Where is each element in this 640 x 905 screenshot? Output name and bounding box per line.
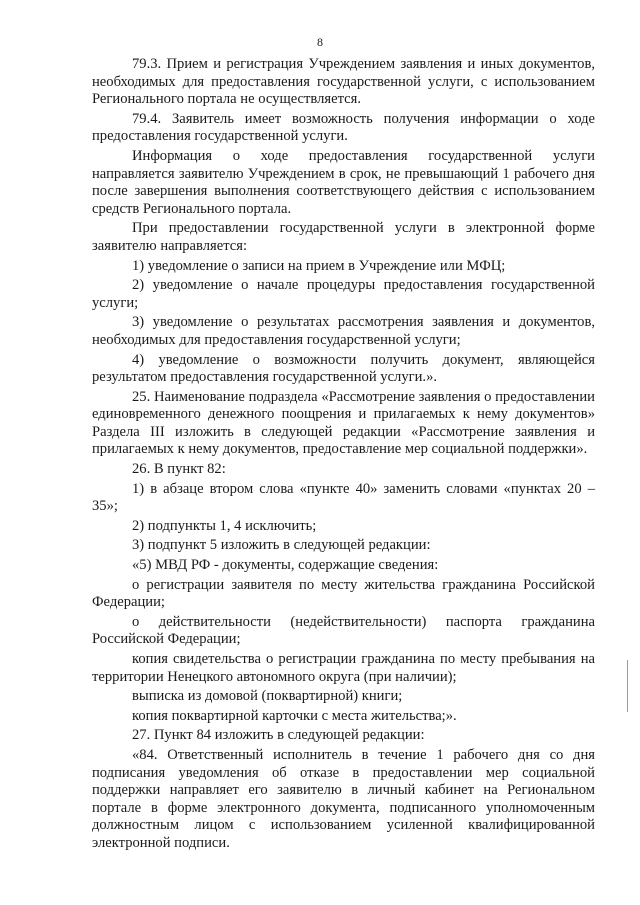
paragraph-27: 27. Пункт 84 изложить в следующей редакции: <box>132 727 425 744</box>
subitem-26-3: 3) подпункт 5 изложить в следующей редакции: <box>132 537 431 554</box>
scan-edge-mark <box>627 660 628 712</box>
subitem-26-2: 2) подпункты 1, 4 исключить; <box>132 517 317 534</box>
mvd-heading: «5) МВД РФ - документы, содержащие сведения: <box>132 557 439 574</box>
paragraph-79-4: 79.4. Заявитель имеет возможность получения информации о ходе предоставления государственной услуги. <box>92 110 595 145</box>
paragraph-electronic-notices: При предоставлении государственной услуги в электронной форме заявителю направляется: <box>92 220 595 254</box>
mvd-item-registration: о регистрации заявителя по месту жительства гражданина Российской Федерации; <box>92 576 595 611</box>
page-number: 8 <box>317 35 323 49</box>
mvd-item-stay-certificate: копия свидетельства о регистрации гражданина по месту пребывания на территории Ненецкого автономного округа (при наличии); <box>92 651 595 685</box>
list-item-3: 3) уведомление о результатах рассмотрения заявления и документов, необходимых для предоставления государственной услуги; <box>92 314 595 348</box>
paragraph-84: «84. Ответственный исполнитель в течение 1 рабочего дня со дня подписания уведомления об отказе в предоставлении мер социальной поддержки направляет его заявителю в личный кабинет на Региональном портале в форме электронного документа, подписанного уполномоченным должностным лицом с использованием усиленной квалифицированной электронной подписи. <box>92 746 595 851</box>
list-item-1: 1) уведомление о записи на прием в Учреждение или МФЦ; <box>132 257 506 274</box>
mvd-item-passport: о действительности (недействительности) паспорта гражданина Российской Федерации; <box>92 613 595 648</box>
mvd-item-house-book: выписка из домовой (поквартирной) книги; <box>132 688 403 705</box>
paragraph-info-timing: Информация о ходе предоставления государственной услуги направляется заявителю Учреждением в срок, не превышающий 1 рабочего дня после завершения выполнения соответствующего действия с использованием средств Регионального портала. <box>92 147 595 217</box>
list-item-4: 4) уведомление о возможности получить документ, являющейся результатом предоставления государственной услуги.». <box>92 351 595 386</box>
subitem-26-1: 1) в абзаце втором слова «пункте 40» заменить словами «пунктах 20 – 35»; <box>92 480 595 515</box>
paragraph-79-3: 79.3. Прием и регистрация Учреждением заявления и иных документов, необходимых для предоставления государственной услуги, с использованием Регионального портала не осуществляется. <box>92 56 595 108</box>
paragraph-26: 26. В пункт 82: <box>132 461 226 478</box>
paragraph-25: 25. Наименование подраздела «Рассмотрение заявления о предоставлении единовременного денежного поощрения и прилагаемых к нему документов» Раздела III изложить в следующей редакции «Рассмотрение заявления и прилагаемых к нему документов, предоставление мер социальной поддержки». <box>92 388 595 458</box>
document-body <box>92 56 595 855</box>
mvd-item-apartment-card: копия поквартирной карточки с места жительства;». <box>132 707 457 724</box>
list-item-2: 2) уведомление о начале процедуры предоставления государственной услуги; <box>92 277 595 311</box>
